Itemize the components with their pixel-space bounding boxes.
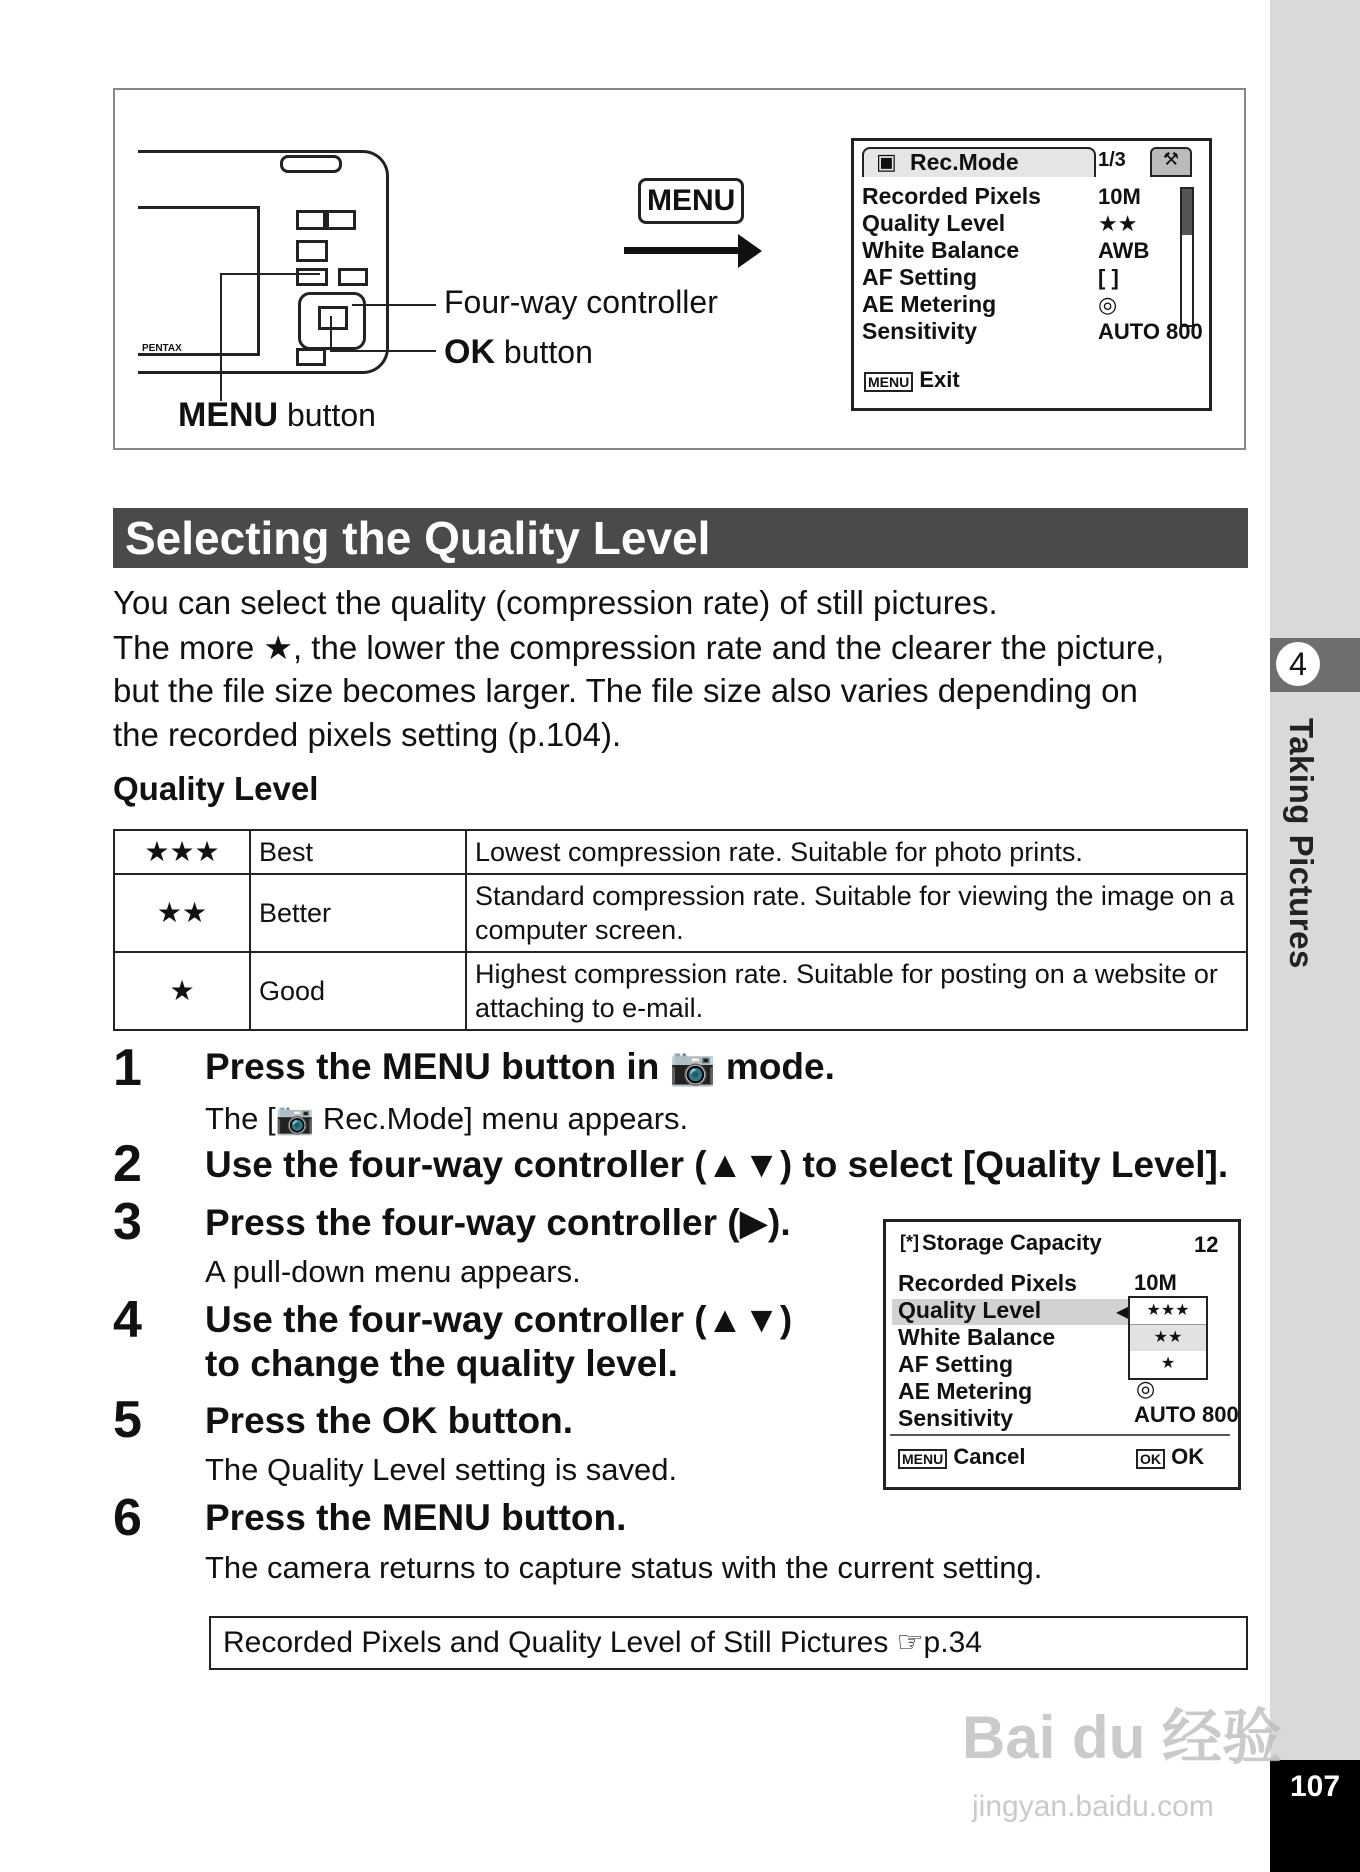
exit-label: Exit: [919, 367, 960, 392]
cancel-control[interactable]: [898, 1444, 1026, 1470]
intro-line-3: but the file size becomes larger. The file size also varies depending on: [113, 672, 1138, 709]
delete-button: [338, 268, 368, 286]
zoom-button-right: [326, 210, 356, 230]
dropdown-option-good[interactable]: ★: [1160, 1355, 1176, 1372]
step-text: Press the MENU button.: [205, 1497, 627, 1538]
step-text: Press the MENU button in 📷 mode.: [205, 1046, 835, 1087]
storage-icon: [*]: [900, 1232, 919, 1252]
menu-key-tag: MENU: [864, 372, 913, 392]
chapter-number: 4: [1276, 642, 1320, 686]
table-row: [114, 952, 1247, 1030]
value-white-balance: AWB: [1098, 238, 1150, 263]
menu-label-rest: button: [278, 397, 376, 433]
menu-badge: MENU: [638, 178, 744, 224]
table-row: [114, 874, 1247, 952]
chapter-title: Taking Pictures: [1283, 718, 1320, 969]
row-af-setting: AF Setting: [898, 1351, 1013, 1377]
watermark-logo: Bai du 经验: [962, 1704, 1283, 1771]
step-text-continued: to change the quality level.: [205, 1343, 678, 1384]
step-number: 3: [113, 1193, 142, 1251]
step-subtext: The Quality Level setting is saved.: [205, 1452, 678, 1487]
storage-count: 12: [1194, 1232, 1219, 1257]
step-text: Use the four-way controller (▲▼): [205, 1299, 793, 1340]
description-cell: Highest compression rate. Suitable for posting on a website or attaching to e-mail.: [466, 952, 1247, 1030]
camera-brand: PENTAX: [142, 343, 182, 354]
row-sensitivity: Sensitivity: [862, 318, 978, 344]
rec-mode-screen: [851, 138, 1212, 411]
stars-cell: ★★★: [114, 830, 250, 874]
screen2-footer-divider: [890, 1434, 1230, 1436]
baidu-watermark: [962, 1680, 1283, 1840]
four-way-controller-label: Four-way controller: [444, 284, 718, 320]
row-white-balance: White Balance: [862, 237, 1020, 263]
rec-mode-labels: [862, 183, 1041, 345]
menu-button-label: [178, 396, 376, 435]
row-quality-level: Quality Level: [862, 210, 1006, 236]
value-recorded-pixels: 10M: [1134, 1270, 1177, 1295]
cancel-label: Cancel: [953, 1444, 1026, 1469]
row-sensitivity: Sensitivity: [898, 1405, 1014, 1431]
step-subtext: A pull-down menu appears.: [205, 1254, 581, 1289]
step-text: Use the four-way controller (▲▼) to select [Quality Level].: [205, 1144, 1229, 1185]
ok-label: OK: [1171, 1444, 1205, 1469]
stars-cell: ★: [114, 952, 250, 1030]
playback-button: [296, 240, 328, 262]
value-sensitivity: AUTO 800: [1098, 319, 1203, 344]
step-number: 4: [113, 1291, 142, 1349]
section-title: Selecting the Quality Level: [113, 508, 1248, 568]
ok-leader-line-h: [330, 350, 436, 352]
ok-label-rest: button: [495, 334, 593, 370]
watermark-url: jingyan.baidu.com: [972, 1790, 1214, 1823]
zoom-button-left: [296, 210, 326, 230]
name-cell: Good: [250, 952, 466, 1030]
row-af-setting: AF Setting: [862, 264, 977, 290]
step-number: 6: [113, 1489, 142, 1547]
row-recorded-pixels: Recorded Pixels: [898, 1270, 1077, 1296]
four-way-leader-line: [352, 304, 436, 306]
left-arrow-icon: ◀: [1116, 1304, 1129, 1321]
intro-line-1: You can select the quality (compression rate) of still pictures.: [113, 584, 998, 621]
reference-box[interactable]: Recorded Pixels and Quality Level of Still Pictures ☞p.34: [209, 1616, 1248, 1670]
quality-level-table: [113, 829, 1248, 1031]
shutter-button: [280, 155, 342, 173]
arrow-head: [738, 234, 762, 268]
step-text: Press the OK button.: [205, 1400, 573, 1441]
menu-key: MENU: [178, 396, 279, 434]
menu-leader-line: [220, 273, 320, 275]
value-af-setting: [ ]: [1098, 265, 1119, 290]
step-number: 1: [113, 1039, 142, 1097]
value-sensitivity: AUTO 800: [1134, 1402, 1239, 1427]
step-text: Press the four-way controller (▶).: [205, 1202, 791, 1243]
name-cell: Best: [250, 830, 466, 874]
row-ae-metering: AE Metering: [898, 1378, 1033, 1404]
rec-mode-tab-label: Rec.Mode: [910, 149, 1019, 175]
ok-key: OK: [444, 333, 495, 371]
step-subtext: The camera returns to capture status with the current setting.: [205, 1550, 1043, 1585]
ok-button-label: [444, 333, 593, 372]
stars-cell: ★★: [114, 874, 250, 952]
table-row: [114, 830, 1247, 874]
storage-capacity-label: Storage Capacity: [922, 1230, 1102, 1255]
screen2-labels: [898, 1270, 1077, 1432]
rec-mode-footer: [864, 367, 960, 393]
step-subtext: The [📷 Rec.Mode] menu appears.: [205, 1101, 689, 1136]
row-ae-metering: AE Metering: [862, 291, 997, 317]
intro-line-4: the recorded pixels setting (p.104).: [113, 716, 622, 753]
ok-key-tag: OK: [1136, 1449, 1165, 1469]
ok-control[interactable]: [1136, 1444, 1204, 1470]
rec-mode-values: [1098, 183, 1203, 345]
description-cell: Lowest compression rate. Suitable for photo prints.: [466, 830, 1247, 874]
row-quality-level: Quality Level: [898, 1297, 1042, 1323]
dropdown-option-better[interactable]: ★★: [1130, 1325, 1206, 1351]
menu-key-tag: MENU: [898, 1449, 947, 1469]
value-ae-metering: ◎: [1136, 1376, 1156, 1401]
camera-lcd: [138, 206, 260, 356]
quality-dropdown[interactable]: [1128, 1296, 1208, 1380]
value-quality-level: ★★: [1098, 211, 1138, 236]
value-recorded-pixels: 10M: [1098, 184, 1141, 209]
camera-icon: ▣: [876, 149, 897, 174]
value-ae-metering: ◎: [1098, 292, 1118, 317]
menu-leader-line-vertical: [220, 273, 222, 401]
row-recorded-pixels: Recorded Pixels: [862, 183, 1041, 209]
rec-mode-page: 1/3: [1098, 149, 1126, 171]
green-button: [296, 348, 326, 366]
quality-pulldown-screen: [883, 1219, 1241, 1490]
ok-leader-line: [330, 316, 332, 350]
intro-line-2: The more ★, the lower the compression rate and the clearer the picture,: [113, 629, 1165, 666]
row-white-balance: White Balance: [898, 1324, 1056, 1350]
step-number: 5: [113, 1391, 142, 1449]
dropdown-option-best[interactable]: ★★★: [1130, 1298, 1206, 1325]
description-cell: Standard compression rate. Suitable for viewing the image on a computer screen.: [466, 874, 1247, 952]
menu-hardware-button: [296, 268, 328, 286]
step-number: 2: [113, 1135, 142, 1193]
quality-level-heading: Quality Level: [113, 770, 319, 807]
arrow-shaft: [624, 247, 742, 254]
page-number: 107: [1289, 1770, 1341, 1803]
wrench-icon: ⚒: [1150, 147, 1192, 177]
ok-hardware-button: [318, 306, 348, 330]
name-cell: Better: [250, 874, 466, 952]
